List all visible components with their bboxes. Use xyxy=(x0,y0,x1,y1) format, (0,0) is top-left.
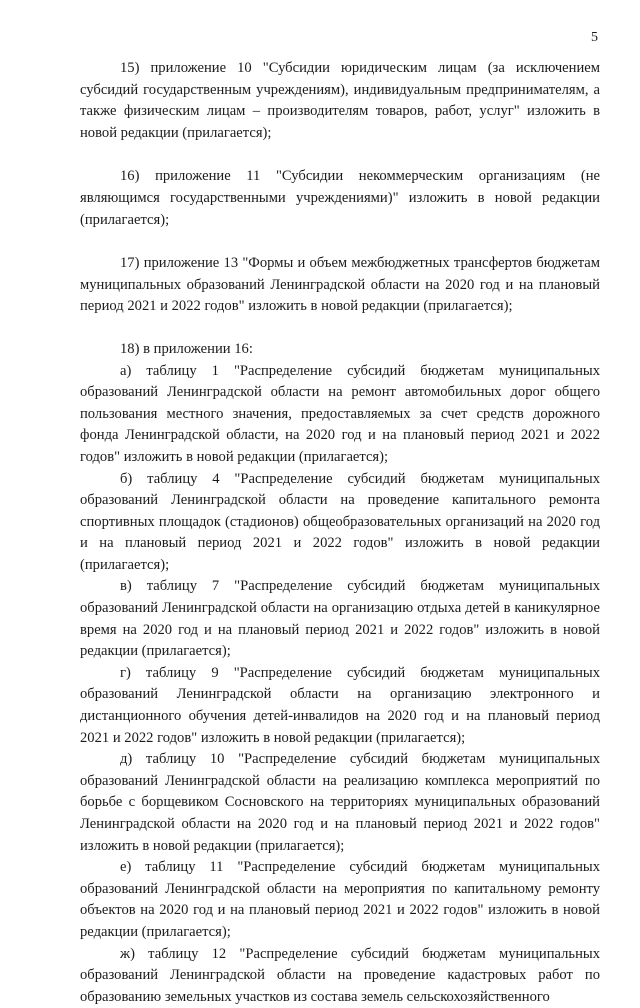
list-item-e: е) таблицу 11 "Распределение субсидий бюджетам муниципальных образований Ленинградской области на мероприятия по капитальному ремонту объектов на 2020 год и на плановый период 2021 и 2022 годов" изложить в новой редакции (прилагается); xyxy=(80,859,600,940)
paragraph-17: 17) приложение 13 "Формы и объем межбюджетных трансфертов бюджетам муниципальных образований Ленинградской области на 2020 год и на плановый период 2021 и 2022 годов" изложить в новой редакции (прилагается); xyxy=(80,255,600,315)
list-item-b: б) таблицу 4 "Распределение субсидий бюджетам муниципальных образований Ленинградской области на проведение капитального ремонта спортивных площадок (стадионов) общеобразовательных организаций на 2020 год и на плановый период 2021 и 2022 годов" изложить в новой редакции (прилагается); xyxy=(80,470,600,573)
list-item-a: а) таблицу 1 "Распределение субсидий бюджетам муниципальных образований Ленинградской области на ремонт автомобильных дорог общего пользования местного значения, предоставляемых за счет средств дорожного фонда Ленинградской области, на 2020 год и на плановый период 2021 и 2022 годов" изложить в новой редакции (прилагается); xyxy=(80,362,600,465)
list-item-d: д) таблицу 10 "Распределение субсидий бюджетам муниципальных образований Ленинградской области на реализацию комплекса мероприятий по борьбе с борщевиком Сосновского на территориях муниципальных образований Ленинградской области на 2020 год и на плановый период 2021 и 2022 годов" изложить в новой редакции (прилагается); xyxy=(80,751,600,854)
paragraph-18: 18) в приложении 16: xyxy=(120,340,253,357)
paragraph-15: 15) приложение 10 "Субсидии юридическим лицам (за исключением субсидий государственным учреждениям), индивидуальным предпринимателям, а также физическим лицам – производителям товаров, работ, услуг" изложить в новой редакции (прилагается); xyxy=(80,60,600,141)
list-item-zh: ж) таблицу 12 "Распределение субсидий бюджетам муниципальных образований Ленинградской области на проведение кадастровых работ по образованию земельных участков из состава земель сельскохозяйственного xyxy=(80,945,600,1005)
document-body xyxy=(80,58,600,1008)
paragraph-16: 16) приложение 11 "Субсидии некоммерческим организациям (не являющимся государственными учреждениями)" изложить в новой редакции (прилагается); xyxy=(80,168,600,228)
list-item-v: в) таблицу 7 "Распределение субсидий бюджетам муниципальных образований Ленинградской области на организацию отдыха детей в каникулярное время на 2020 год и на плановый период 2021 и 2022 годов" изложить в новой редакции (прилагается); xyxy=(80,578,600,660)
page-number: 5 xyxy=(591,30,598,45)
list-item-g: г) таблицу 9 "Распределение субсидий бюджетам муниципальных образований Ленинградской области на организацию электронного и дистанционного обучения детей-инвалидов на 2020 год и на плановый период 2021 и 2022 годов" изложить в новой редакции (прилагается); xyxy=(80,664,600,746)
